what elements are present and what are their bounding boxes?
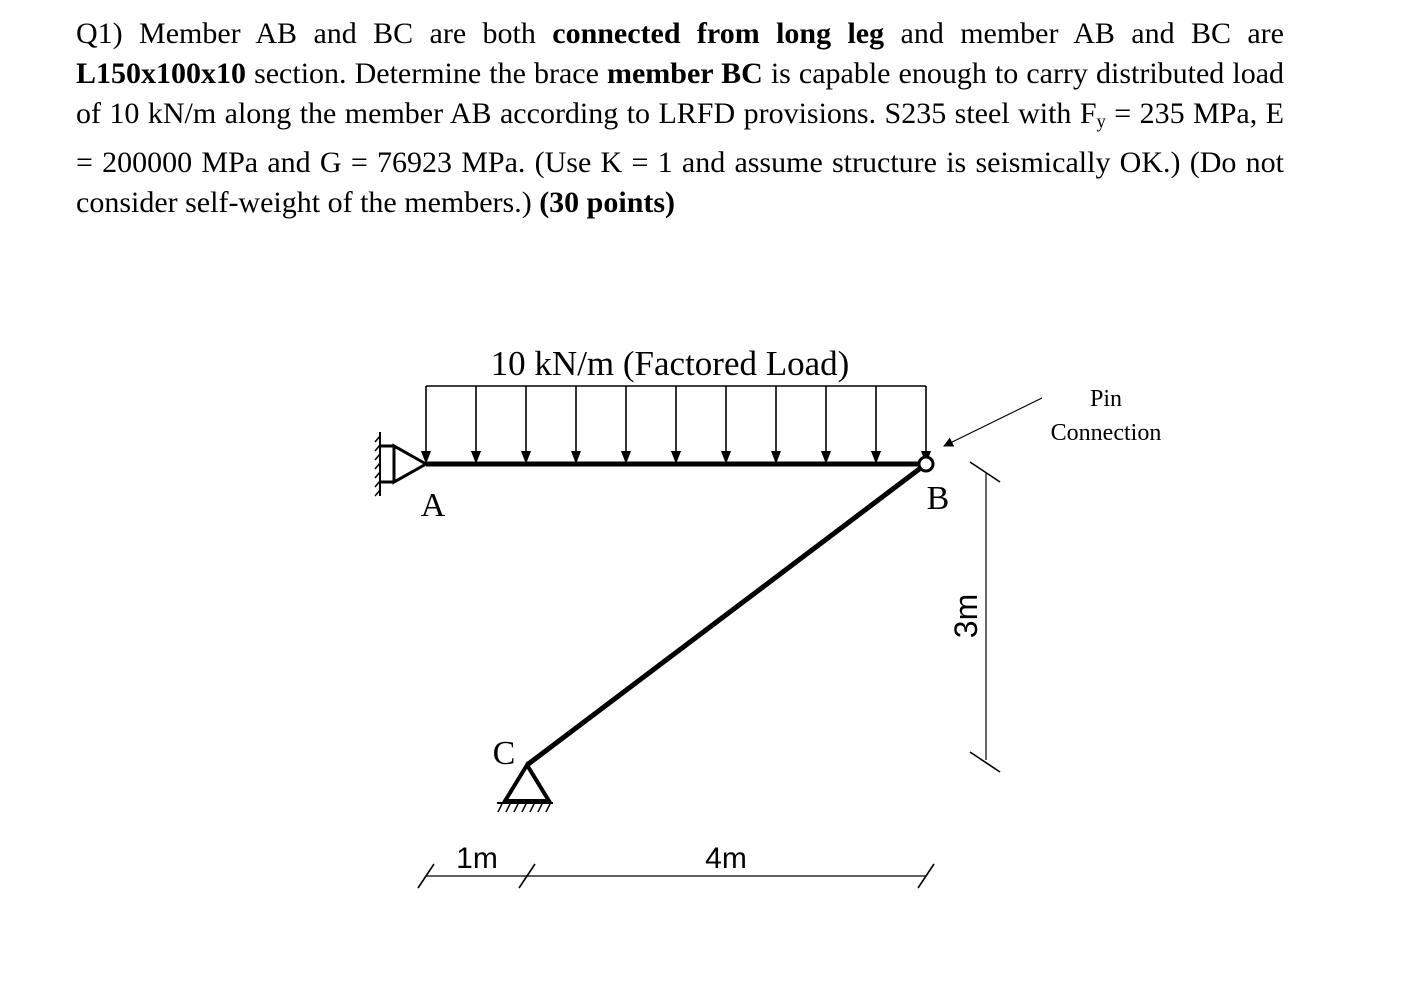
node-b-label: B (926, 480, 950, 517)
load-arrow (671, 386, 681, 464)
pin-callout-arrow (944, 398, 1042, 446)
dim-v-tick-bottom (970, 752, 1000, 772)
dim-v-tick-top (970, 462, 1000, 482)
fy-subscript: y (1096, 111, 1106, 133)
bold-connected: connected from long leg (552, 17, 885, 50)
load-arrow (521, 386, 531, 464)
distributed-load (421, 386, 931, 464)
load-arrow (721, 386, 731, 464)
dim-vertical-label: 3m (948, 593, 984, 639)
load-arrow (571, 386, 581, 464)
node-c-label: C (492, 735, 516, 772)
question-mid-1: and member AB and BC are (884, 17, 1284, 50)
bold-points: (30 points) (539, 185, 676, 219)
load-arrow (421, 386, 431, 464)
dim-h1-label: 1m (456, 842, 498, 875)
pin-label-line2: Connection (1050, 420, 1162, 446)
support-a (375, 432, 426, 496)
load-arrow (871, 386, 881, 464)
load-arrow (621, 386, 631, 464)
question-mid-3: is capable enough to carry distributed load of 10 kN/m along the member AB according to LRFD provisions. S235 steel with F (76, 57, 1285, 130)
load-arrow (821, 386, 831, 464)
load-arrow (771, 386, 781, 464)
question-mid-4: = 235 MPa, E = 200000 MPa and G = 76923 MPa. (Use K = 1 and assume structure is seismically OK.) (Do not consider self-weight of the members.) (76, 97, 1284, 219)
bold-member: member BC (606, 57, 763, 90)
pin-label-line1: Pin (1089, 386, 1123, 412)
node-a-label: A (420, 487, 446, 524)
dim-h2-label: 4m (705, 842, 747, 875)
load-label: 10 kN/m (Factored Load) (490, 344, 850, 383)
pin-b (919, 457, 933, 471)
bold-section: L150x100x10 (76, 57, 247, 90)
question-mid-2: section. Determine the brace (246, 57, 607, 90)
member-bc (527, 464, 926, 765)
support-a-arm (380, 446, 394, 482)
support-c (497, 765, 553, 812)
load-arrow (471, 386, 481, 464)
load-arrow (921, 386, 931, 464)
question-prefix: Q1) Member AB and BC are both (76, 17, 553, 50)
